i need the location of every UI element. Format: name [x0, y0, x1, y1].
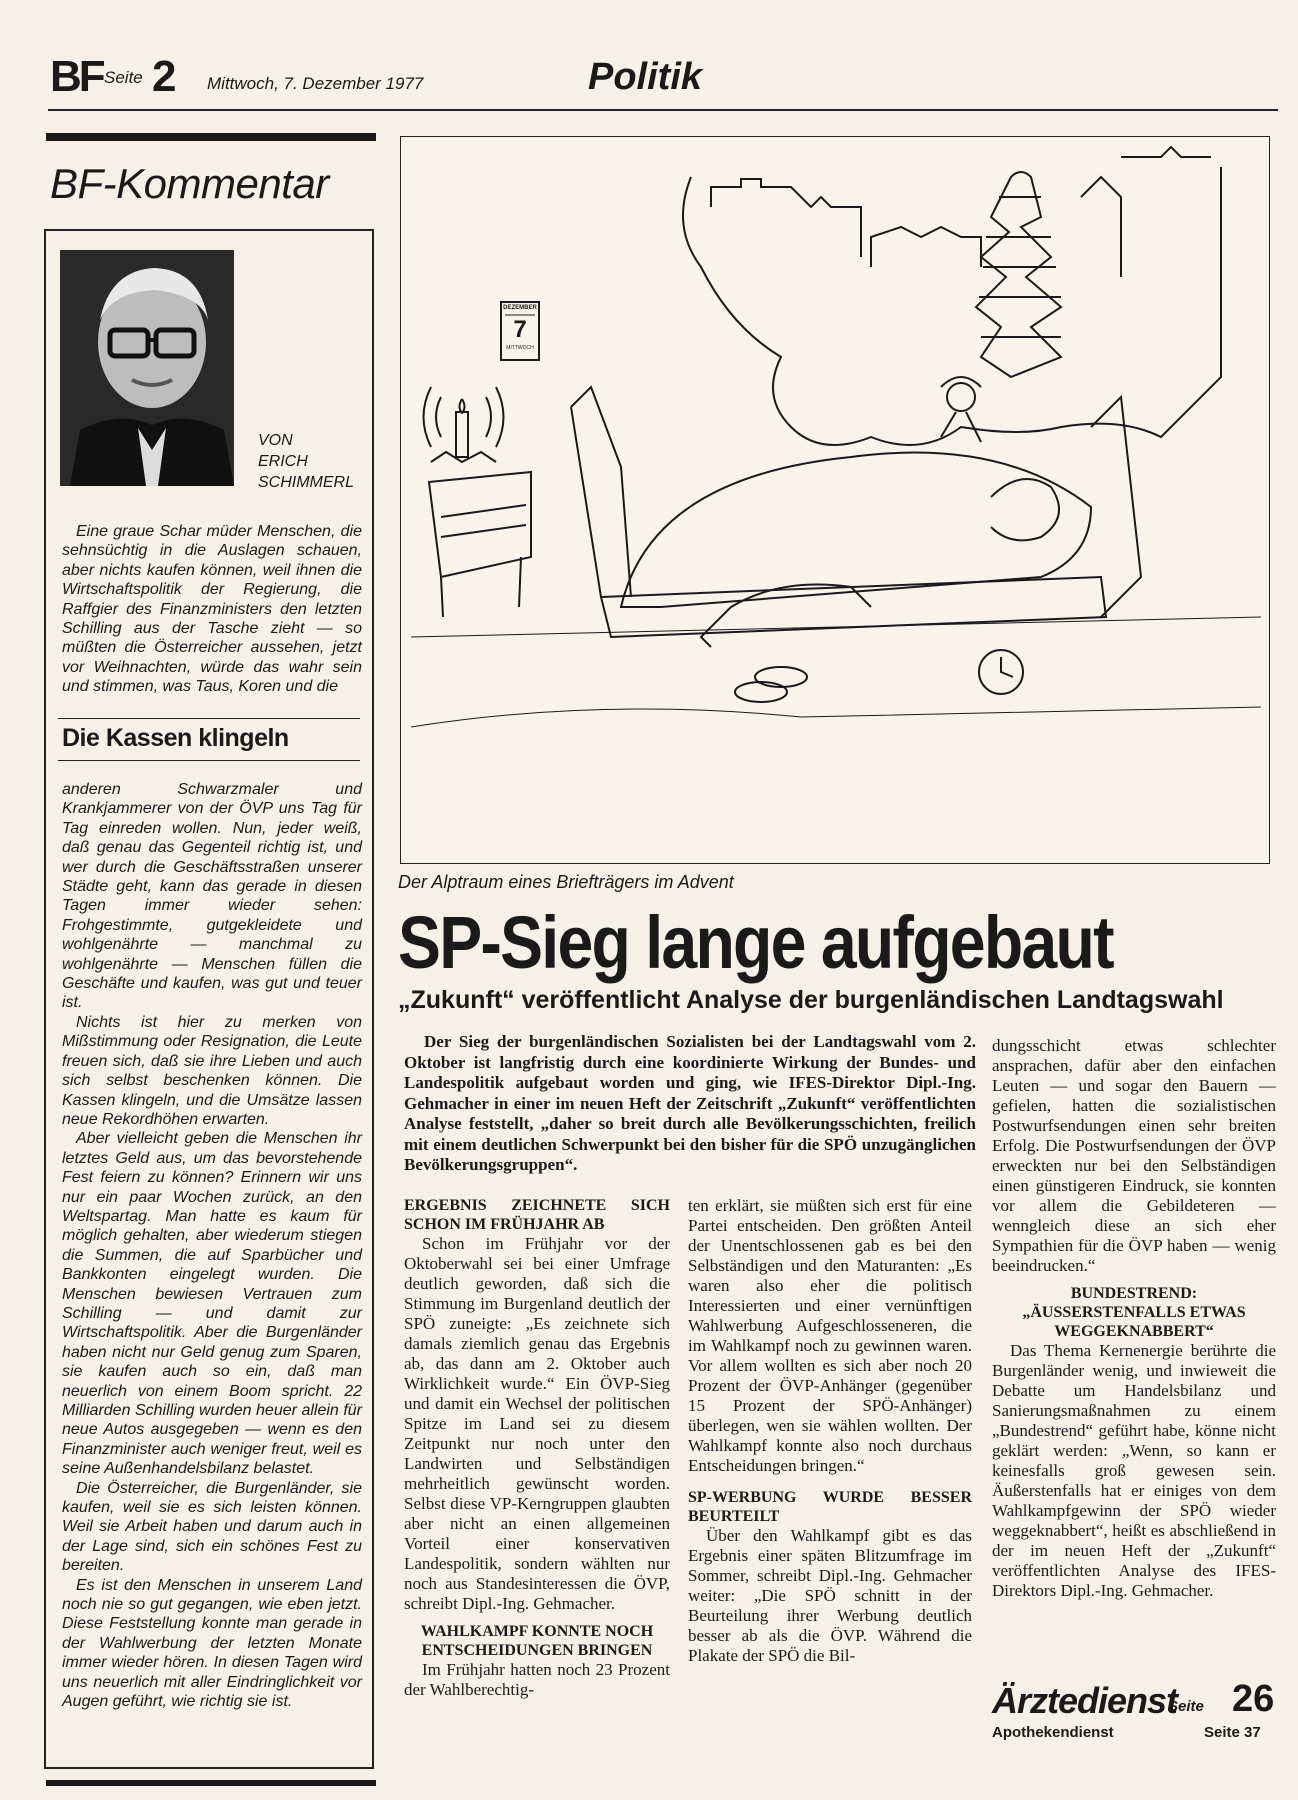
- column-text: Im Frühjahr hatten noch 23 Prozent der Wahlberechtig-: [404, 1660, 670, 1699]
- apothekendienst-page: Seite 37: [1204, 1724, 1261, 1741]
- cartoon-illustration: [400, 136, 1270, 864]
- byline-first-name: ERICH: [258, 453, 308, 470]
- column-text: dungsschicht etwas schlechter ansprachen, dafür aber den einfachen Leuten — und sogar den Bauern — gefielen, hatten die sozialistischen Postwurfsendungen einen sehr breiten Erfolg. Die Postwurfsendungen der ÖVP erweckten nur bei den Selbständigen einen günstigeren Eindruck, sie konnten vor allem die Gebildeteren — wenngleich diese an sich eher Sympathien für die ÖVP haben — wenig beeindrucken.“: [992, 1036, 1276, 1275]
- article-headline: SP-Sieg lange aufgebaut: [398, 901, 1113, 984]
- article-column-2: [688, 1196, 972, 1666]
- commentary-subheading: Die Kassen klingeln: [62, 724, 289, 752]
- issue-date: Mittwoch, 7. Dezember 1977: [207, 74, 424, 93]
- calendar-weekday: MITTWOCH: [506, 345, 534, 351]
- calendar-month: DEZEMBER: [503, 305, 537, 311]
- column-text: Über den Wahlkampf gibt es das Ergebnis einer späten Blitzumfrage im Sommer, schreibt Dipl.-Ing. Gehmacher weiter: „Die SPÖ schnitt in der Beurteilung ihrer Werbung deutlich besser ab als die ÖVP. Während die Plakate der SPÖ die Bil-: [688, 1526, 972, 1665]
- page-label: Seite: [104, 68, 143, 87]
- commentary-body: [62, 780, 362, 1712]
- column-text: Schon im Frühjahr vor der Oktoberwahl sei bei einer Umfrage deutlich geworden, daß sich die Stimmung im Burgenland deutlich der SPÖ zuneigte: „Es zeichnete sich damals ziemlich genau das Ergebnis ab, das dann am 2. Oktober auch Wirklichkeit wurde.“ Ein ÖVP-Sieg und damit ein Wechsel der politischen Spitze im Land sei zu diesem Zeitpunkt nur noch unter den Landwirten und Selbständigen mehrheitlich gewünscht worden. Selbst diese VP-Kerngruppen glaubten aber nicht an einen allgemeinen Vorteil einer konservativen Landespolitik, sondern wählten nur noch aus Standesinteressen die ÖVP, schreibt Dipl.-Ing. Gehmacher.: [404, 1234, 670, 1613]
- commentary-paragraph: Nichts ist hier zu merken von Mißstimmung oder Resignation, die Leute freuen sich, daß sie ihre Lieben und auch sich selbst beschenken können. Die Kassen klingeln, und die Umsätze lassen neue Rekordhöhen erwarten.: [62, 1013, 362, 1128]
- commentary-title: BF-Kommentar: [50, 160, 329, 207]
- commentary-paragraph: Es ist den Menschen in unserem Land noch nie so gut gegangen, wie eben jetzt. Diese Feststellung konnte man gerade in der Wahlwerbung der letzten Monate immer wieder hören. In diesen Tagen wird uns neuerlich mit aller Eindringlichkeit vor Augen geführt, wie richtig sie ist.: [62, 1576, 362, 1711]
- column-heading: BUNDESTREND: „ÄUSSERSTENFALLS ETWAS WEGGEKNABBERT“: [1022, 1285, 1246, 1340]
- commentary-paragraph: Die Österreicher, die Burgenländer, sie kaufen, weil sie es sich leisten können. Weil sie Arbeit haben und darum auch in der Lage sind, sich ein schönes Fest zu bereiten.: [62, 1479, 362, 1575]
- subheading-rule-top: [58, 718, 360, 719]
- apothekendienst-label: Apothekendienst: [992, 1724, 1114, 1741]
- aerztedienst-page: 26: [1232, 1678, 1275, 1720]
- calendar-day: 7: [513, 316, 527, 343]
- commentary-bottom-bar: [46, 1780, 376, 1786]
- commentary-intro: [62, 522, 362, 697]
- commentary-paragraph: Aber vielleicht geben die Menschen ihr letztes Geld aus, um das bevorstehende Fest feiern zu können? Erinnern wir uns nur ein paar Wochen zurück, an den Weltspartag. Man hatte es kaum für möglich gehalten, aber wiederum stiegen die Summen, die auf Sparbücher und Bankkonten eingelegt wurden. Die Menschen bewiesen Vertrauen zum Schilling — und damit zur Wirtschaftspolitik. Aber die Burgenländer haben nicht nur Geld genug zum Sparen, sie kaufen auch so ein, daß man neuerlich von einem Boom spricht. 22 Milliarden Schilling wurden heuer allein für neue Autos ausgegeben — wenn es den Finanzminister auch weniger freut, weil es seine Außenhandelsbilanz belastet.: [62, 1130, 362, 1478]
- aerztedienst-label: Ärztedienst: [992, 1680, 1178, 1721]
- column-heading: ERGEBNIS ZEICHNETE SICH SCHON IM FRÜHJAHR AB: [404, 1197, 670, 1233]
- column-heading: SP-WERBUNG WURDE BESSER BEURTEILT: [688, 1489, 972, 1525]
- section-title: Politik: [588, 56, 703, 98]
- newspaper-logo: BF: [50, 52, 103, 101]
- aerztedienst-seite-label: Seite: [1168, 1698, 1204, 1715]
- article-subheadline: „Zukunft“ veröffentlicht Analyse der burgenländischen Landtagswahl: [398, 986, 1224, 1014]
- byline-last-name: SCHIMMERL: [258, 474, 355, 491]
- column-text: Das Thema Kernenergie berührte die Burgenländer wenig, und inwieweit die Debatte um Handelsbilanz und Sanierungsmaßnahmen zu einem „Bundestrend“ geführt habe, könne nicht geklärt werden: „Wenn, so kann er keinesfalls groß gewesen sein. Äußerstenfalls hat er einiges von dem Wahlkampfgewinn der SPÖ wieder weggeknabbert“, heißt es abschließend in der im neuen Heft der „Zukunft“ veröffentlichten Analyse des IFES-Direktors Dipl.-Ing. Gehmacher.: [992, 1341, 1276, 1600]
- cartoon-caption: Der Alptraum eines Briefträgers im Advent: [398, 872, 734, 892]
- author-byline: [258, 430, 354, 493]
- column-heading: WAHLKAMPF KONNTE NOCH ENTSCHEIDUNGEN BRINGEN: [420, 1623, 654, 1659]
- commentary-paragraph: anderen Schwarzmaler und Krankjammerer von der ÖVP uns Tag für Tag einreden wollen. Nun, jeder weiß, daß genau das Gegenteil richtig ist, und wer durch die Geschäftsstraßen unserer Städte geht, kann das gerade in diesen Tagen immer wieder sehen: Frohgestimmte, gutgekleidete und wohlgenährte — manchmal zu wohlgenährte — Menschen füllen die Geschäfte und kaufen, was gut und teuer ist.: [62, 781, 362, 1012]
- author-photo: [60, 250, 234, 486]
- article-column-3: [992, 1036, 1276, 1601]
- subheading-rule-bottom: [58, 760, 360, 761]
- article-lead: Der Sieg der burgenländischen Sozialisten bei der Landtagswahl vom 2. Oktober ist langfristig durch eine koordinierte Wirkung der Bundes- und Landespolitik aufgebaut worden und ging, wie IFES-Direktor Dipl.-Ing. Gehmacher in einer im neuen Heft der Zeitschrift „Zukunft“ veröffentlichten Analyse feststellt, „daher so breit durch alle Bevölkerungsschichten, freilich mit einem deutlichen Schwerpunkt bei den bisher für die SPÖ unzugänglichen Bevölkerungsgruppen“.: [404, 1032, 976, 1174]
- byline-von: VON: [258, 432, 293, 449]
- header-rule: [48, 109, 1278, 111]
- column-text: ten erklärt, sie müßten sich erst für eine Partei entscheiden. Den größten Anteil der Unentschlossenen gab es bei den Selbständigen und den Maturanten: „Es waren also eher die politisch Interessierten und einer vernünftigen Wahlwerbung Aufgeschlosseneren, die im Wahlkampf noch zu gewinnen waren. Vor allem wollten es sich aber noch 20 Prozent der ÖVP-Anhänger (gegenüber 15 Prozent der SPÖ-Anhänger) überlegen, wen sie wählen wollten. Der Wahlkampf konnte also noch durchaus Entscheidungen bringen.“: [688, 1196, 972, 1475]
- page-number: 2: [152, 52, 177, 101]
- commentary-top-bar: [46, 133, 376, 141]
- commentary-intro-text: Eine graue Schar müder Menschen, die sehnsüchtig in die Auslagen schauen, aber nichts kaufen können, weil ihnen die Wirtschaftspolitik der Regierung, die Raffgier des Finanzministers den letzten Schilling aus der Tasche zieht — so müßten die Österreicher aussehen, jetzt vor Weihnachten, würde das wahr sein und stimmen, was Taus, Koren und die: [62, 523, 362, 696]
- article-column-1: [404, 1196, 670, 1700]
